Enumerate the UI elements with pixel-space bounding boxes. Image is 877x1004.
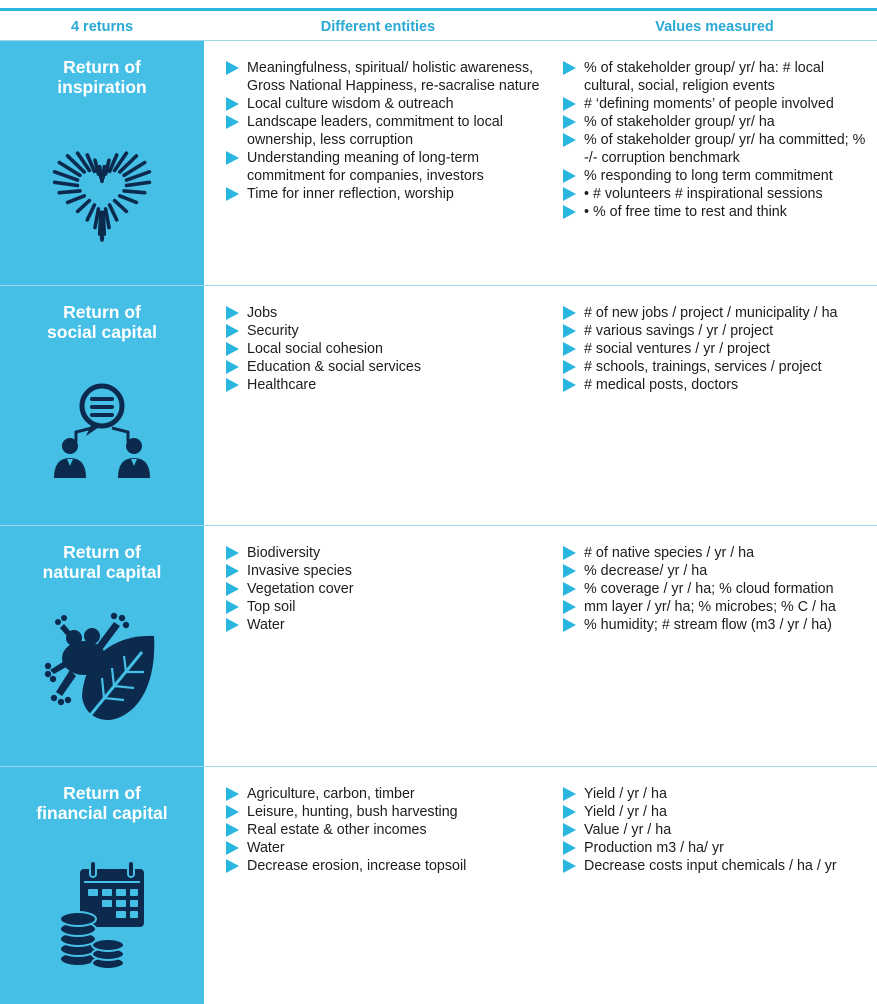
list-item: Water xyxy=(224,616,544,634)
row-financial-capital xyxy=(0,767,877,1004)
entities-list xyxy=(224,59,544,203)
header-different-entities: Different entities xyxy=(320,19,436,35)
people-speech-bubble-icon xyxy=(52,380,152,480)
list-item: Water xyxy=(224,839,544,857)
list-item: # of native species / yr / ha xyxy=(561,544,877,562)
list-item: Local social cohesion xyxy=(224,340,544,358)
list-item: # medical posts, doctors xyxy=(561,376,877,394)
header-4-returns: 4 returns xyxy=(70,19,134,35)
frog-leaf-icon xyxy=(44,608,162,730)
values-list xyxy=(561,785,877,875)
return-title: Return of inspiration xyxy=(57,57,147,97)
list-item: % of stakeholder group/ yr/ ha xyxy=(561,113,877,131)
list-item: Decrease erosion, increase topsoil xyxy=(224,857,544,875)
list-item: Top soil xyxy=(224,598,544,616)
values-list xyxy=(561,59,877,221)
list-item: % of stakeholder group/ yr/ ha: # local cultural, social, religion events xyxy=(561,59,877,95)
list-item: % coverage / yr / ha; % cloud formation xyxy=(561,580,877,598)
list-item: Healthcare xyxy=(224,376,544,394)
list-item: Biodiversity xyxy=(224,544,544,562)
list-item: % humidity; # stream flow (m3 / yr / ha) xyxy=(561,616,877,634)
list-item: Time for inner reflection, worship xyxy=(224,185,544,203)
list-item: Value / yr / ha xyxy=(561,821,877,839)
row-natural-capital xyxy=(0,526,877,767)
list-item: # schools, trainings, services / project xyxy=(561,358,877,376)
header-values-measured: Values measured xyxy=(655,19,774,35)
list-item: % responding to long term commitment xyxy=(561,167,877,185)
values-list xyxy=(561,544,877,634)
top-accent-line xyxy=(0,8,877,11)
row-social-capital xyxy=(0,286,877,526)
list-item: % of stakeholder group/ yr/ ha committed; % -/- corruption benchmark xyxy=(561,131,877,167)
list-item: mm layer / yr/ ha; % microbes; % C / ha xyxy=(561,598,877,616)
list-item: Security xyxy=(224,322,544,340)
list-item: Production m3 / ha/ yr xyxy=(561,839,877,857)
list-item: % decrease/ yr / ha xyxy=(561,562,877,580)
row-inspiration xyxy=(0,41,877,286)
list-item: Vegetation cover xyxy=(224,580,544,598)
list-item: Understanding meaning of long-term commitment for companies, investors xyxy=(224,149,544,185)
entities-list xyxy=(224,785,544,875)
list-item: • % of free time to rest and think xyxy=(561,203,877,221)
return-title: Return of natural capital xyxy=(42,542,162,582)
return-title: Return of social capital xyxy=(47,302,157,342)
list-item: Real estate & other incomes xyxy=(224,821,544,839)
values-list xyxy=(561,304,877,394)
list-item: # of new jobs / project / municipality / ha xyxy=(561,304,877,322)
list-item: Education & social services xyxy=(224,358,544,376)
list-item: Agriculture, carbon, timber xyxy=(224,785,544,803)
return-title: Return of financial capital xyxy=(36,783,168,823)
entities-list xyxy=(224,544,544,634)
list-item: Jobs xyxy=(224,304,544,322)
list-item: Leisure, hunting, bush harvesting xyxy=(224,803,544,821)
list-item: • # volunteers # inspirational sessions xyxy=(561,185,877,203)
list-item: Invasive species xyxy=(224,562,544,580)
list-item: Meaningfulness, spiritual/ holistic awareness, Gross National Happiness, re-sacralise nature xyxy=(224,59,544,95)
heart-burst-icon xyxy=(50,129,154,243)
list-item: # various savings / yr / project xyxy=(561,322,877,340)
list-item: # ‘defining moments’ of people involved xyxy=(561,95,877,113)
list-item: Yield / yr / ha xyxy=(561,803,877,821)
calendar-coins-icon xyxy=(56,859,148,971)
list-item: Decrease costs input chemicals / ha / yr xyxy=(561,857,877,875)
list-item: Local culture wisdom & outreach xyxy=(224,95,544,113)
entities-list xyxy=(224,304,544,394)
list-item: Landscape leaders, commitment to local ownership, less corruption xyxy=(224,113,544,149)
list-item: # social ventures / yr / project xyxy=(561,340,877,358)
list-item: Yield / yr / ha xyxy=(561,785,877,803)
